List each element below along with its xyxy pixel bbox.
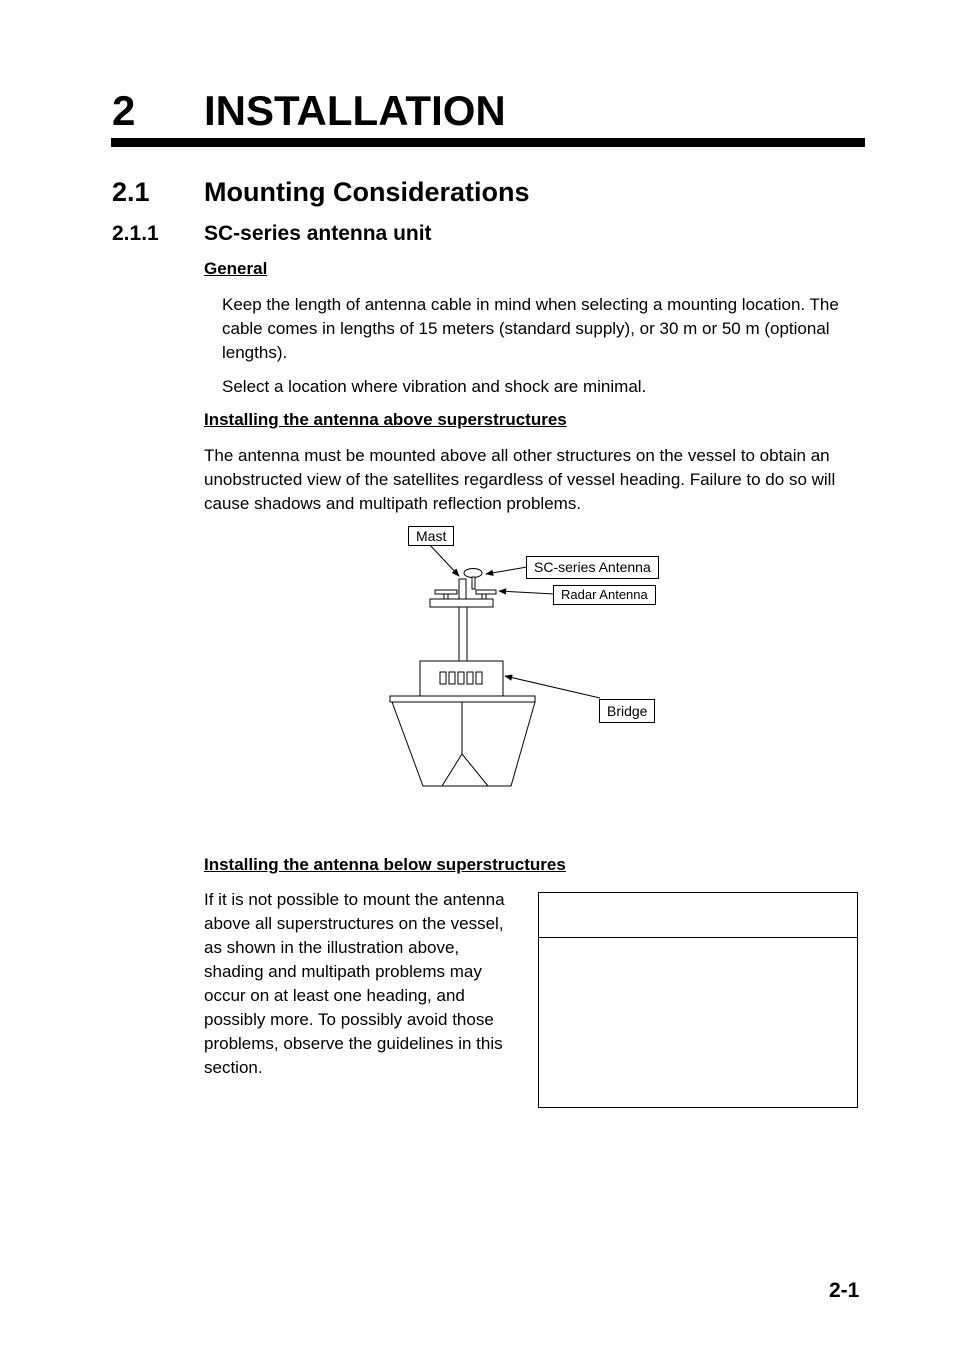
subsection-heading <box>112 220 432 248</box>
above-heading: Installing the antenna above superstructures <box>204 410 567 429</box>
section-heading <box>112 174 530 210</box>
general-heading: General <box>204 259 268 278</box>
below-paragraph: If it is not possible to mount the antenna above all superstructures on the vessel, as shown in the illustration above, shading and multipath problems may occur on at least one heading, and possibly more. To possibly avoid those problems, observe the guidelines in this section. <box>204 890 505 1077</box>
bridge-window <box>467 672 473 684</box>
blank-figure-box <box>538 892 858 1108</box>
hull-shape <box>392 702 535 786</box>
sc-antenna-post <box>472 577 475 589</box>
radar-antenna-leader-arrow <box>499 591 554 594</box>
section-number: 2.1 <box>112 177 150 207</box>
bridge-window <box>476 672 482 684</box>
radar-antenna-label: Radar Antenna <box>553 585 656 605</box>
sc-antenna-leader-arrow <box>486 567 527 574</box>
general-paragraph-1: Keep the length of antenna cable in mind when selecting a mounting location. The cable comes in lengths of 15 meters (standard supply), or 30 m or 50 m (optional lengths). <box>222 295 839 362</box>
mast-top <box>459 579 466 599</box>
general-paragraph-2: Select a location where vibration and shock are minimal. <box>222 377 647 396</box>
radar-antenna-post <box>482 594 486 599</box>
chapter-number: 2 <box>112 87 136 134</box>
mast-platform <box>430 599 493 607</box>
above-paragraph: The antenna must be mounted above all other structures on the vessel to obtain an unobstructed view of the satellites regardless of vessel heading. Failure to do so will cause shadows and multipath reflection problems. <box>204 446 836 513</box>
bridge-label: Bridge <box>599 699 655 723</box>
sc-antenna-dome <box>464 569 482 578</box>
radar-antenna <box>435 590 457 594</box>
radar-antenna-post <box>444 594 448 599</box>
subsection-title: SC-series antenna unit <box>204 222 432 245</box>
sc-antenna-label: SC-series Antenna <box>526 556 659 579</box>
subsection-number: 2.1.1 <box>112 222 159 245</box>
below-heading: Installing the antenna below superstructures <box>204 855 566 874</box>
bridge-window <box>449 672 455 684</box>
radar-antenna <box>476 590 496 594</box>
bridge-leader-arrow <box>505 676 600 698</box>
page-number: 2-1 <box>829 1279 860 1302</box>
deck <box>390 696 535 702</box>
mast-leader-arrow <box>428 543 459 576</box>
mast-label: Mast <box>408 526 454 546</box>
bridge-window <box>440 672 446 684</box>
bridge-window <box>458 672 464 684</box>
chapter-rule <box>111 138 865 147</box>
section-title: Mounting Considerations <box>204 177 530 207</box>
mast-pole <box>459 607 467 661</box>
box-divider <box>539 937 857 938</box>
chapter-title: INSTALLATION <box>204 87 506 134</box>
